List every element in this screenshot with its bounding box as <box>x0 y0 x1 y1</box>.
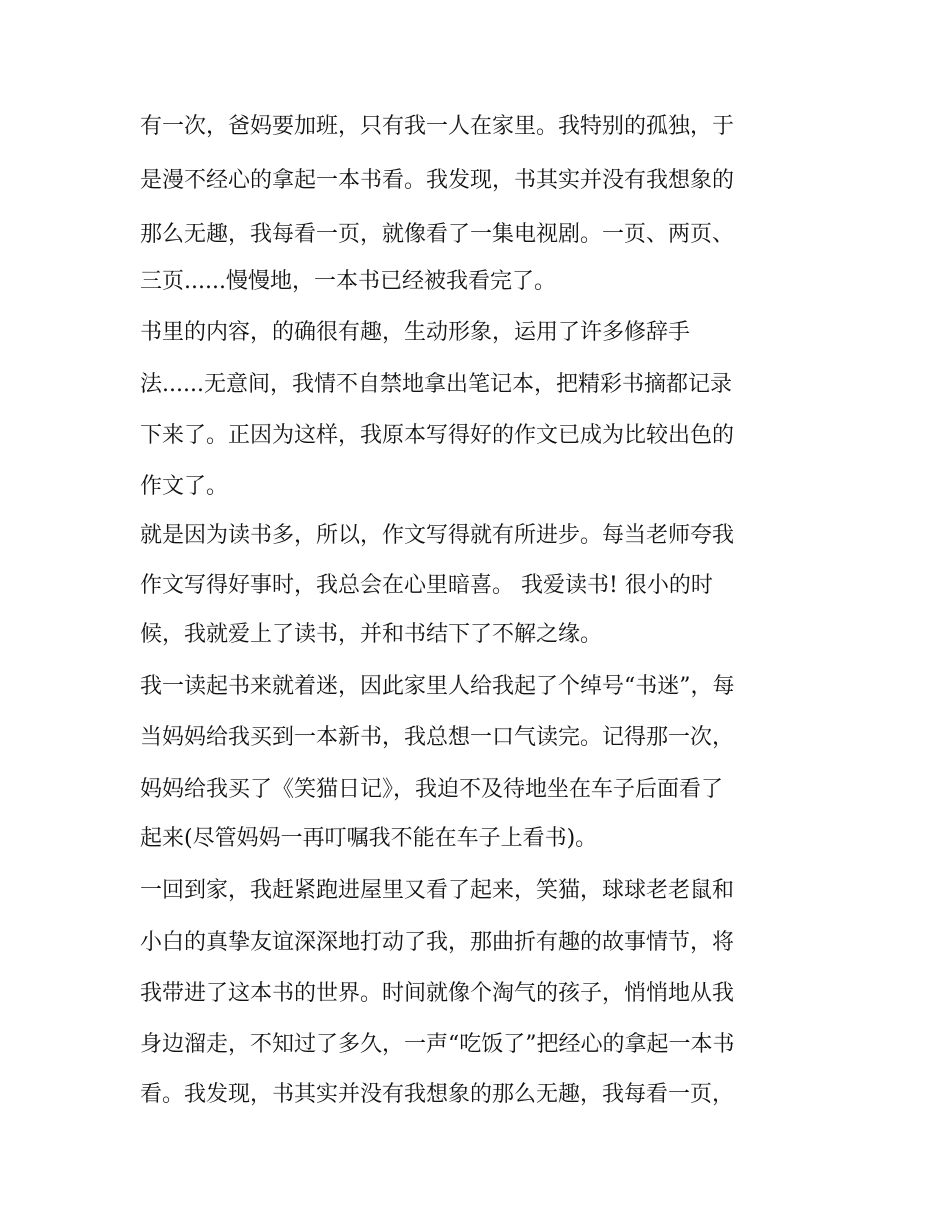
text-line: 候，我就爱上了读书，并和书结下了不解之缘。 <box>140 622 603 647</box>
text-line: 我一读起书来就着迷，因此家里人给我起了个绰号“书迷”，每 <box>140 674 735 699</box>
text-line: 下来了。正因为这样，我原本写得好的作文已成为比较出色的 <box>140 423 735 448</box>
text-line: 就是因为读书多，所以，作文写得就有所进步。每当老师夸我 <box>140 523 735 548</box>
text-line: 作文了。 <box>140 474 229 499</box>
text-line: 看。我发现，书其实并没有我想象的那么无趣，我每看一页， <box>140 1082 735 1107</box>
text-line: 我带进了这本书的世界。时间就像个淘气的孩子，悄悄地从我 <box>140 981 735 1006</box>
text-line: 三页......慢慢地，一本书已经被我看完了。 <box>140 269 556 294</box>
text-line: 有一次，爸妈要加班，只有我一人在家里。我特别的孤独，于 <box>140 114 735 139</box>
text-line: 作文写得好事时，我总会在心里暗喜。 我爱读书! 很小的时 <box>140 573 713 598</box>
text-line: 起来(尽管妈妈一再叮嘱我不能在车子上看书)。 <box>140 826 598 851</box>
text-line: 是漫不经心的拿起一本书看。我发现，书其实并没有我想象的 <box>140 168 735 193</box>
text-line: 当妈妈给我买到一本新书，我总想一口气读完。记得那一次， <box>140 725 735 750</box>
text-line: 那么无趣，我每看一页，就像看了一集电视剧。一页、两页、 <box>140 222 735 247</box>
text-line: 一回到家，我赶紧跑进屋里又看了起来，笑猫，球球老老鼠和 <box>140 878 735 903</box>
text-line: 法......无意间，我情不自禁地拿出笔记本，把精彩书摘都记录 <box>140 372 732 397</box>
text-line: 书里的内容，的确很有趣，生动形象，运用了许多修辞手 <box>140 320 691 345</box>
text-line: 身边溜走，不知过了多久，一声“吃饭了”把经心的拿起一本书 <box>140 1032 735 1057</box>
text-line: 小白的真挚友谊深深地打动了我，那曲折有趣的故事情节，将 <box>140 930 735 955</box>
text-line: 妈妈给我买了《笑猫日记》，我迫不及待地坐在车子后面看了 <box>140 777 724 802</box>
